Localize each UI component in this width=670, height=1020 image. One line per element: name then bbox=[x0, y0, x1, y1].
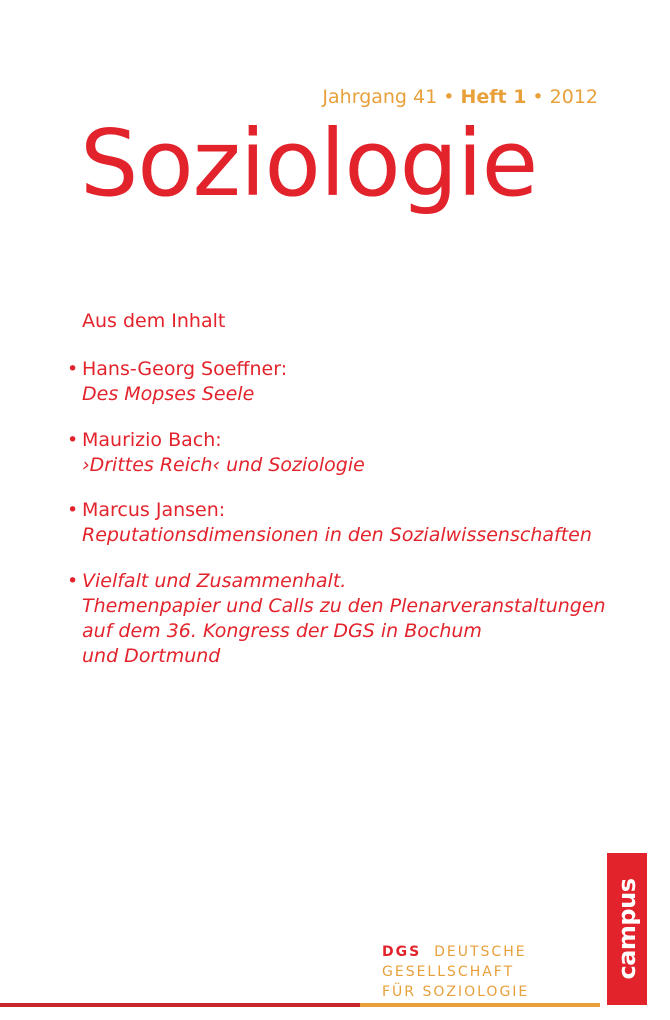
entry-title-line: auf dem 36. Kongress der DGS in Bochum bbox=[82, 620, 482, 642]
contents-entry bbox=[67, 357, 288, 407]
issue-info bbox=[322, 86, 598, 108]
publisher-line-2: GESELLSCHAFT bbox=[382, 964, 515, 980]
contents-entry bbox=[67, 428, 365, 478]
bullet-icon: • bbox=[67, 499, 79, 521]
bullet-icon: • bbox=[67, 358, 79, 380]
entry-title-line: Themenpapier und Calls zu den Plenarveranstaltungen bbox=[82, 595, 606, 617]
journal-title: Soziologie bbox=[80, 110, 538, 217]
issue-number: Heft 1 bbox=[460, 86, 527, 108]
publisher-line-3: FÜR SOZIOLOGIE bbox=[382, 984, 530, 1000]
issue-separator: • bbox=[443, 86, 455, 108]
contents-entry bbox=[67, 569, 606, 669]
bullet-icon: • bbox=[67, 570, 79, 592]
contents-entry bbox=[67, 498, 592, 548]
entry-title: Reputationsdimensionen in den Sozialwissenschaften bbox=[82, 524, 592, 546]
issue-volume: Jahrgang 41 bbox=[322, 86, 438, 108]
entry-author: Marcus Jansen: bbox=[82, 499, 226, 521]
entry-author: Hans-Georg Soeffner: bbox=[82, 358, 288, 380]
entry-title: ›Drittes Reich‹ und Soziologie bbox=[82, 454, 365, 476]
entry-title-line: und Dortmund bbox=[82, 645, 221, 667]
entry-title-line: Vielfalt und Zusammenhalt. bbox=[82, 570, 347, 592]
issue-separator-2: • bbox=[532, 86, 544, 108]
publisher-logo bbox=[382, 942, 529, 1002]
issue-year: 2012 bbox=[549, 86, 598, 108]
campus-logo bbox=[607, 853, 647, 1005]
bullet-icon: • bbox=[67, 429, 79, 451]
footer-bar-red bbox=[0, 1003, 360, 1007]
entry-title: Des Mopses Seele bbox=[82, 383, 255, 405]
publisher-word-1: DEUTSCHE bbox=[434, 944, 527, 960]
campus-logo-text: campus bbox=[613, 878, 641, 980]
contents-heading: Aus dem Inhalt bbox=[82, 310, 226, 332]
publisher-line-1 bbox=[382, 942, 529, 962]
publisher-abbr: DGS bbox=[382, 944, 422, 960]
footer-bar-orange bbox=[360, 1003, 600, 1007]
entry-author: Maurizio Bach: bbox=[82, 429, 222, 451]
